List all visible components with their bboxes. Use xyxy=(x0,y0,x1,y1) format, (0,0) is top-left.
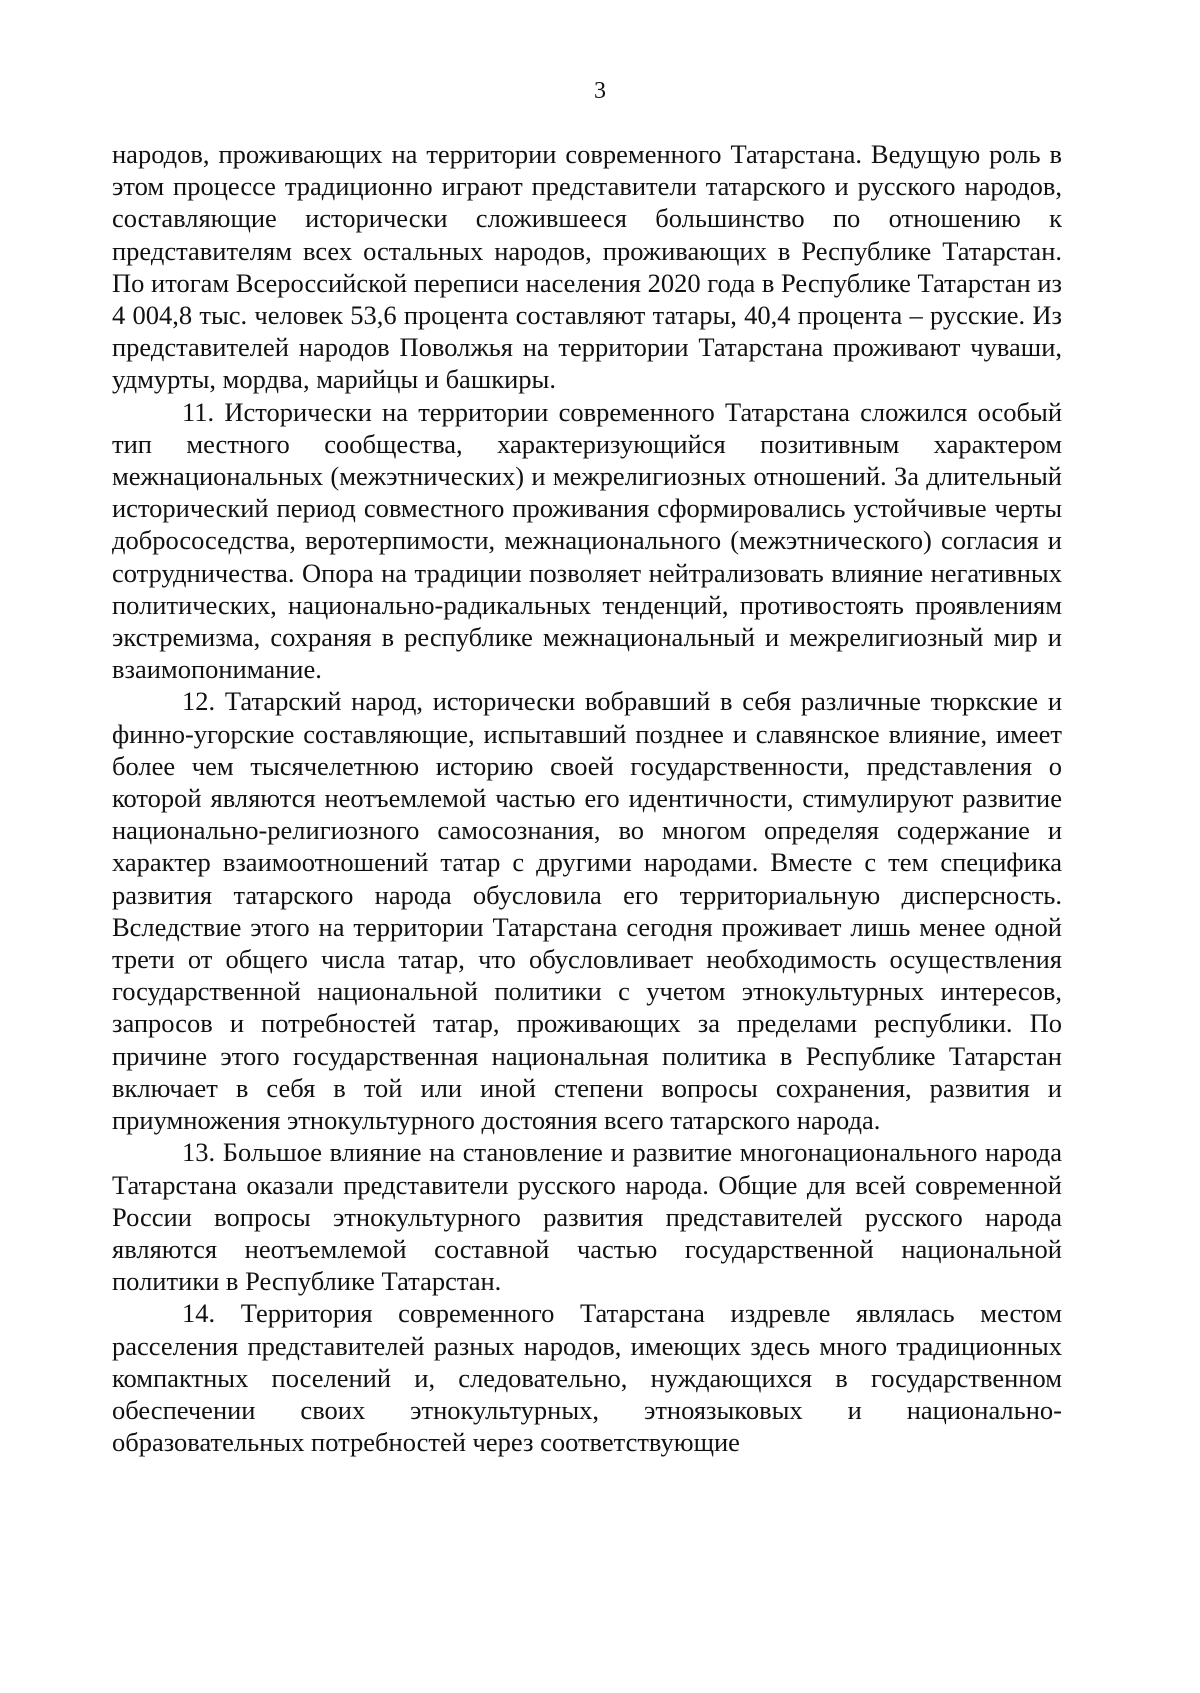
paragraph-14: 14. Территория современного Татарстана издревле являлась местом расселения представителей разных народов, имеющих здесь много традиционных компактных поселений и, следовательно, нуждающихся в государственном обеспечении своих этнокультурных, этноязыковых и национально-образовательных потребностей через соответствующие xyxy=(112,1298,1062,1458)
document-body xyxy=(112,138,1062,1458)
paragraph-12: 12. Татарский народ, исторически вобравший в себя различные тюркские и финно-угорские составляющие, испытавший позднее и славянское влияние, имеет более чем тысячелетнюю историю своей государственности, представления о которой являются неотъемлемой частью его идентичности, стимулируют развитие национально-религиозного самосознания, во многом определяя содержание и характер взаимоотношений татар с другими народами. Вместе с тем специфика развития татарского народа обусловила его территориальную дисперсность. Вследствие этого на территории Татарстана сегодня проживает лишь менее одной трети от общего числа татар, что обусловливает необходимость осуществления государственной национальной политики с учетом этнокультурных интересов, запросов и потребностей татар, проживающих за пределами республики. По причине этого государственная национальная политика в Республике Татарстан включает в себя в той или иной степени вопросы сохранения, развития и приумножения этнокультурного достояния всего татарского народа. xyxy=(112,686,1062,1136)
paragraph-continuation: народов, проживающих на территории современного Татарстана. Ведущую роль в этом процессе традиционно играют представители татарского и русского народов, составляющие исторически сложившееся большинство по отношению к представителям всех остальных народов, проживающих в Республике Татарстан. По итогам Всероссийской переписи населения 2020 года в Республике Татарстан из 4 004,8 тыс. человек 53,6 процента составляют татары, 40,4 процента – русские. Из представителей народов Поволжья на территории Татарстана проживают чуваши, удмурты, мордва, марийцы и башкиры. xyxy=(112,139,1062,395)
paragraph-13: 13. Большое влияние на становление и развитие многонационального народа Татарстана оказали представители русского народа. Общие для всей современной России вопросы этнокультурного развития представителей русского народа являются неотъемлемой составной частью государственной национальной политики в Республике Татарстан. xyxy=(112,1137,1062,1297)
paragraph-11: 11. Исторически на территории современного Татарстана сложился особый тип местного сообщества, характеризующийся позитивным характером межнациональных (межэтнических) и межрелигиозных отношений. За длительный исторический период совместного проживания сформировались устойчивые черты добрососедства, веротерпимости, межнационального (межэтнического) согласия и сотрудничества. Опора на традиции позволяет нейтрализовать влияние негативных политических, национально-радикальных тенденций, противостоять проявлениям экстремизма, сохраняя в республике межнациональный и межрелигиозный мир и взаимопонимание. xyxy=(112,396,1062,685)
page-number: 3 xyxy=(594,78,606,104)
